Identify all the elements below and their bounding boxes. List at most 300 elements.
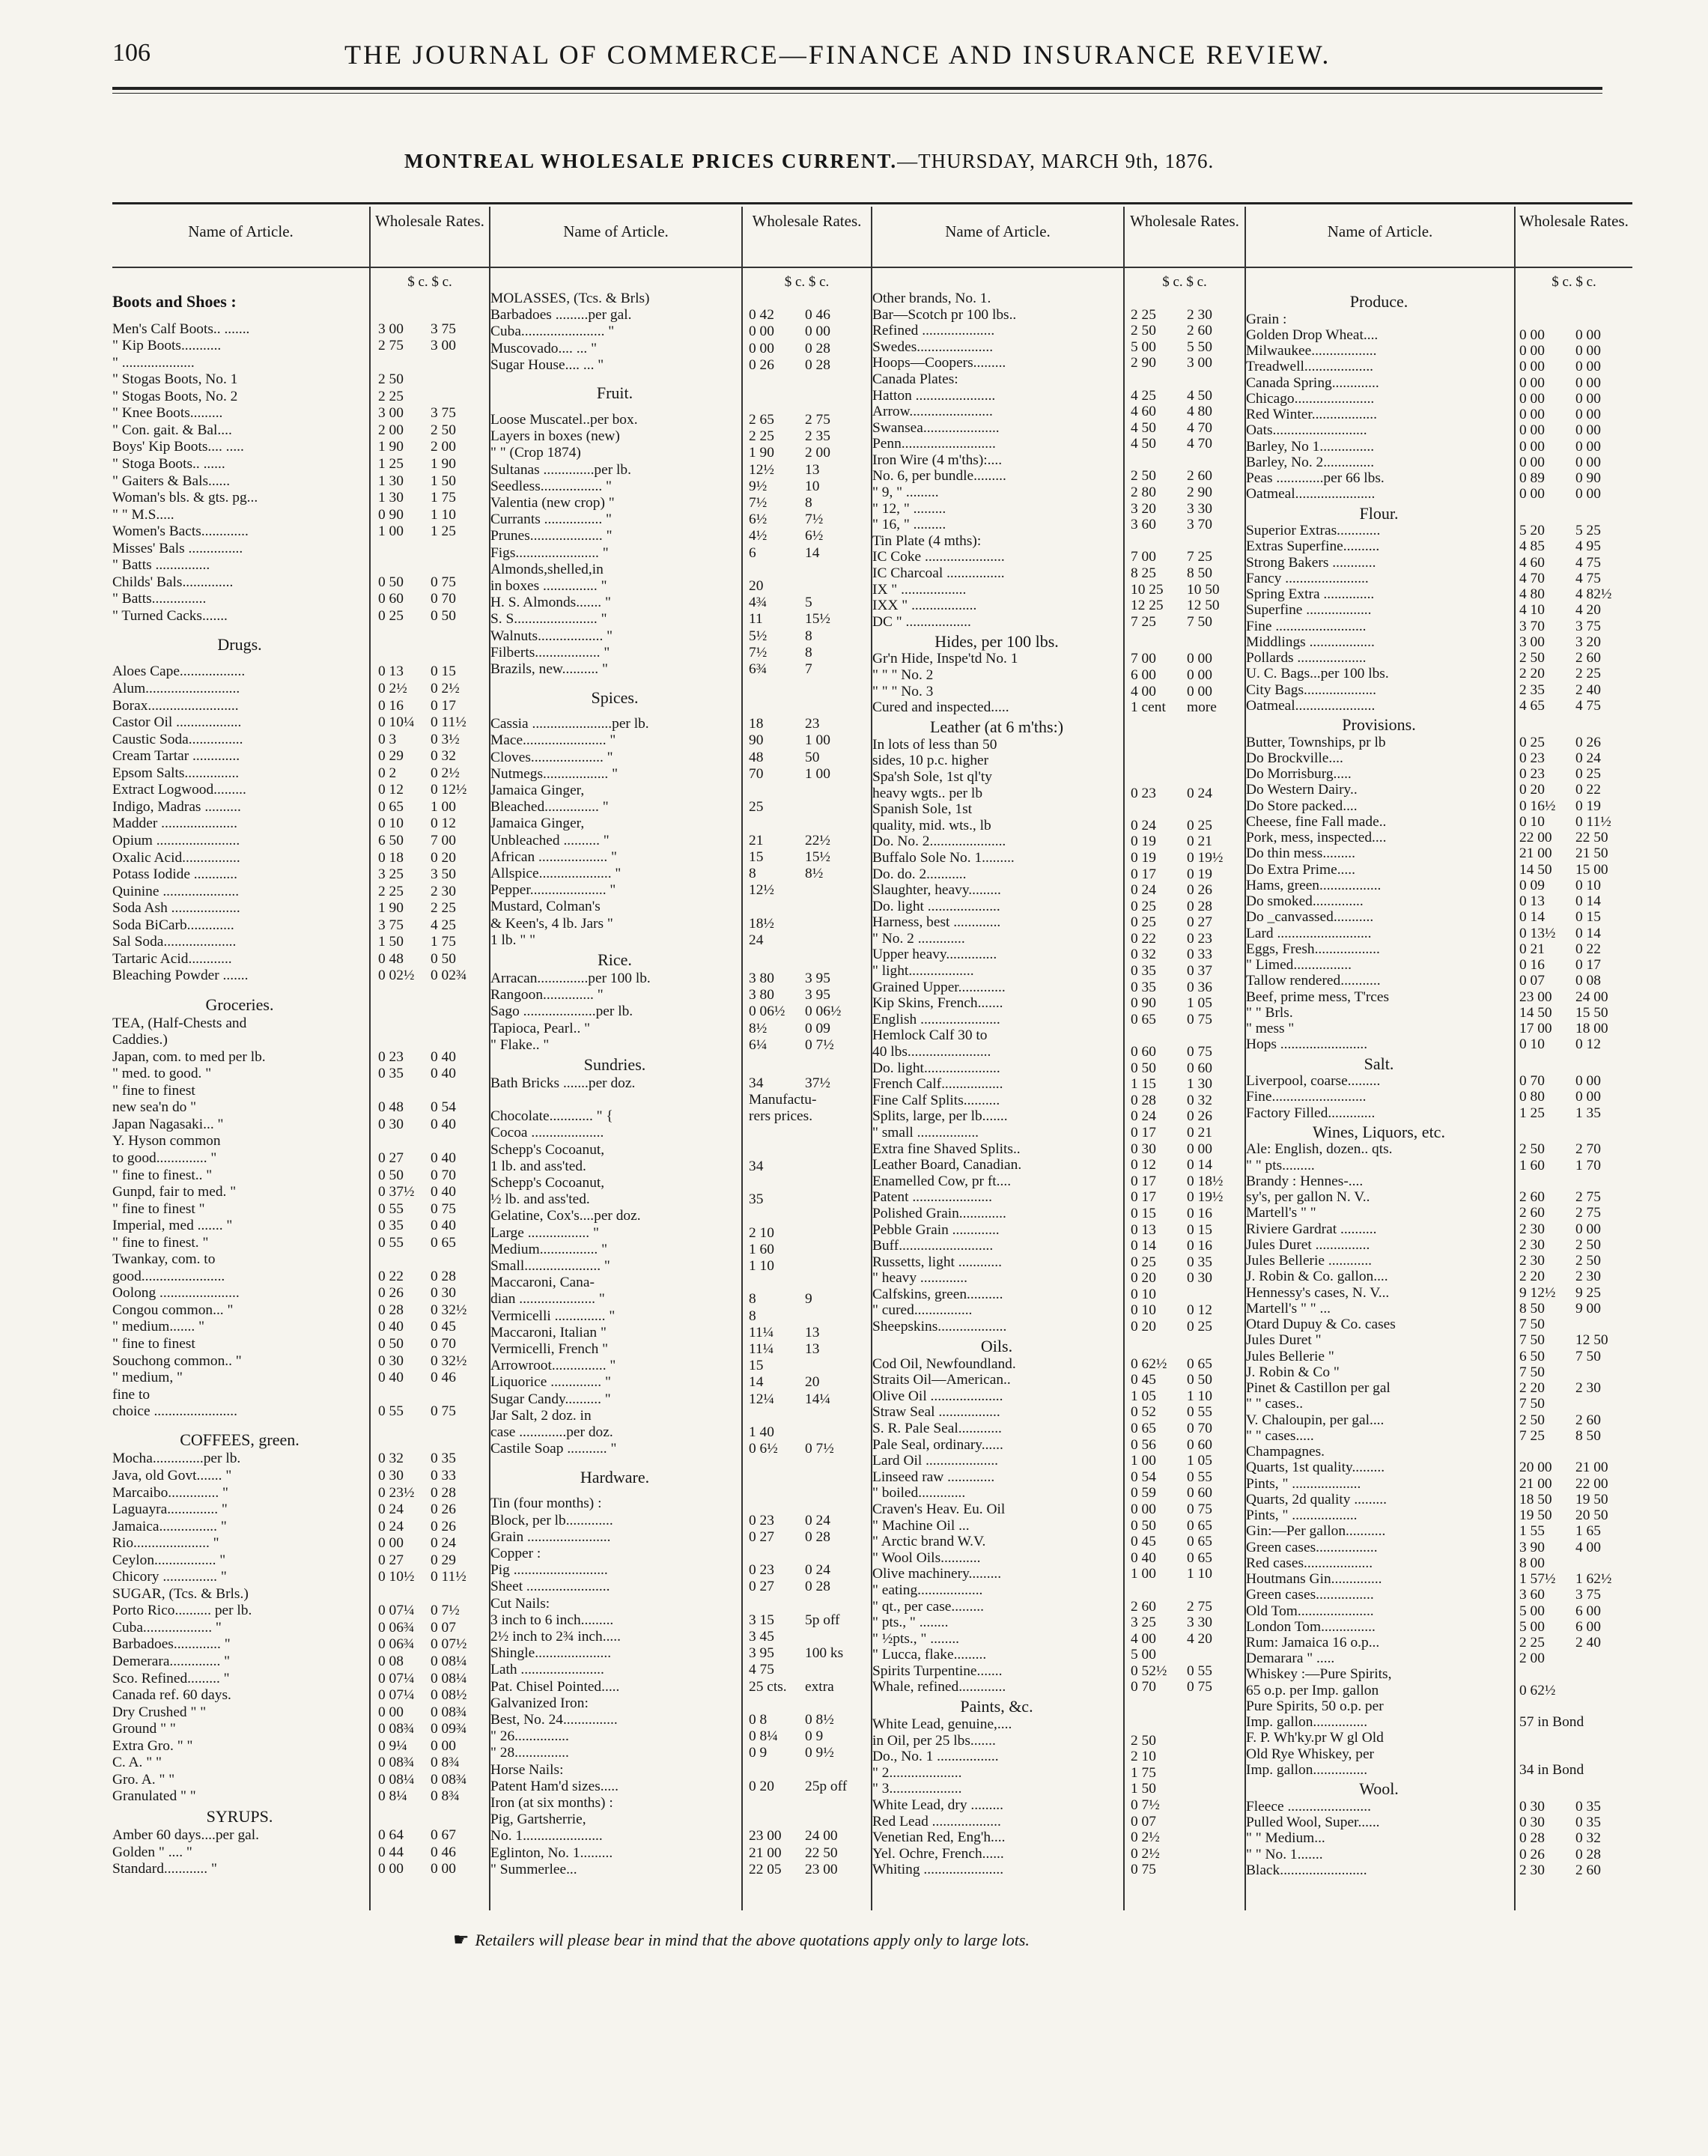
article-name: " No. 2 .............	[872, 930, 965, 947]
rate-low: 0 00	[1519, 390, 1545, 407]
rate-high: 2 60	[1575, 1862, 1601, 1878]
article-name: Dry Crushed " "	[112, 1704, 207, 1720]
rate-low: 1 00	[1131, 1566, 1156, 1582]
rate-low: 3 90	[1519, 1539, 1545, 1555]
rate-low: 0 45	[1131, 1372, 1156, 1388]
rate-low: 0 16	[378, 697, 404, 714]
rate-high: 22 00	[1575, 1475, 1608, 1492]
article-name: White Lead, dry .........	[872, 1797, 1003, 1814]
article-name: Copper :	[490, 1546, 541, 1562]
rate-low: 2 60	[1519, 1205, 1545, 1221]
rate-high: 8 50	[1187, 565, 1212, 581]
article-name: Muscovado.... ... "	[490, 340, 598, 356]
article-name: Old Rye Whiskey, per	[1246, 1746, 1375, 1762]
rate-low: 5 20	[1519, 523, 1545, 539]
rate-low: 4 75	[749, 1662, 774, 1678]
article-name: Middlings ..................	[1246, 634, 1375, 650]
rate-low: 14 50	[1519, 1004, 1552, 1021]
rate-high: 0 67	[431, 1827, 456, 1844]
rate-high: 0 40	[431, 1048, 456, 1065]
article-name: Sugar House.... ... "	[490, 356, 604, 373]
rate-high: 0 28	[805, 1528, 830, 1545]
article-name: Chicory ............... "	[112, 1569, 227, 1585]
rate-low: 0 50	[378, 1167, 404, 1183]
rate-low: 3 15	[749, 1612, 774, 1628]
rate-low: 0 90	[378, 506, 404, 523]
rate-high: 0 23	[1187, 930, 1212, 947]
rate-low: 0 26	[1519, 1846, 1545, 1862]
rate-low: 0 50	[1131, 1060, 1156, 1076]
article-name: Grained Upper.............	[872, 979, 1006, 995]
article-name: " Machine Oil ...	[872, 1517, 970, 1534]
rate-low: 0 22	[1131, 930, 1156, 947]
article-name: Twankay, com. to	[112, 1251, 216, 1268]
article-name: Iron Wire (4 m'ths):....	[872, 452, 1003, 468]
rate-low: 3 00	[378, 321, 404, 337]
rate-low: 0 22	[378, 1268, 404, 1284]
rate-high: 0 60	[1187, 1485, 1212, 1501]
article-name: quality, mid. wts., lb	[872, 817, 991, 833]
article-name: " Turned Cacks.......	[112, 608, 228, 624]
article-name: Otard Dupuy & Co. cases	[1246, 1317, 1396, 1333]
rate-low: 6 50	[378, 832, 404, 848]
rate-high: 4 25	[431, 917, 456, 933]
rate-high: 0 19	[1575, 798, 1601, 814]
col4-name-header: Name of Article.	[1327, 222, 1433, 240]
article-name: " boiled.............	[872, 1485, 966, 1501]
rate-low: 2 90	[1131, 355, 1156, 371]
rate-high: 0 07	[431, 1619, 456, 1636]
rate-high: 0 28	[431, 1268, 456, 1284]
rate-low: 8 50	[1519, 1300, 1545, 1317]
rate-low: 2 80	[1131, 485, 1156, 501]
col2-rates-header: Wholesale Rates.	[752, 212, 862, 230]
rate-high: 0 21	[1187, 833, 1212, 850]
rate-high: 0 00	[1187, 683, 1212, 699]
article-name: Best, No. 24...............	[490, 1712, 618, 1728]
rate-high: 0 35	[1187, 1254, 1212, 1270]
rate-low: 0 00	[1519, 422, 1545, 439]
rate-high: 25p off	[805, 1778, 848, 1794]
rate-high: 0 17	[1575, 957, 1601, 974]
rate-low: 1 50	[1131, 1781, 1156, 1797]
article-name: City Bags....................	[1246, 681, 1376, 698]
article-name: Arrow.......................	[872, 404, 993, 420]
rate-low: 0 07	[1131, 1813, 1156, 1829]
rate-high: 0 08¼	[431, 1670, 467, 1686]
rate-low: 0 24	[1131, 1108, 1156, 1125]
rate-high: 50	[805, 749, 820, 765]
article-name: Straits Oil—American..	[872, 1372, 1011, 1388]
rate-high: 0 60	[1187, 1060, 1212, 1076]
article-name: Sco. Refined......... "	[112, 1670, 230, 1686]
article-name: Green cases.................	[1246, 1539, 1378, 1555]
article-name: Tin Plate (4 mths):	[872, 532, 982, 549]
rate-low: 3 75	[378, 917, 404, 933]
rate-high: 4 75	[1575, 554, 1601, 571]
rate-low: 2 30	[1519, 1862, 1545, 1878]
rate-high: 0 20	[431, 849, 456, 866]
rate-low: 3 25	[1131, 1615, 1156, 1631]
rate-low: 3 45	[749, 1629, 774, 1645]
rate-high: 0 00	[1575, 407, 1601, 423]
article-name: Treadwell...................	[1246, 359, 1374, 375]
rate-high: 0 12	[1575, 1036, 1601, 1053]
article-name: Sheepskins...................	[872, 1319, 1007, 1335]
rate-low: 0 52½	[1131, 1662, 1167, 1679]
article-name: Pollards ...................	[1246, 650, 1367, 666]
rate-low: 2 50	[1519, 1412, 1545, 1428]
rate-low: 0 00	[749, 324, 774, 340]
rate-low: 0 70	[1519, 1073, 1545, 1090]
rate-high: 0 46	[431, 1844, 456, 1860]
rate-high: 0 15	[1187, 1221, 1212, 1238]
rate-high: 0 32½	[431, 1302, 467, 1318]
rate-low: 0 10	[1519, 1036, 1545, 1053]
article-name: Whiting ......................	[872, 1862, 1004, 1878]
rate-high: 0 75	[431, 1403, 456, 1420]
rate-low: 2 50	[1519, 1141, 1545, 1158]
column-1	[112, 207, 489, 1910]
pointing-hand-icon: ☛	[453, 1931, 469, 1950]
article-name: " medium, "	[112, 1370, 183, 1386]
rate-high: 0 24	[1575, 750, 1601, 766]
article-name: " fine to finest.. "	[112, 1167, 213, 1183]
article-name: Other brands, No. 1.	[872, 291, 991, 306]
article-name: Castor Oil ..................	[112, 714, 242, 731]
rate-low: 0 2½	[1131, 1829, 1160, 1846]
prices-title-main: MONTREAL WHOLESALE PRICES CURRENT.	[404, 150, 898, 172]
rate-high: 0 7½	[431, 1603, 460, 1619]
rate-high: 0 09¾	[431, 1721, 467, 1737]
article-name: in Oil, per 25 lbs.......	[872, 1732, 996, 1749]
article-name: " mess "	[1246, 1021, 1295, 1037]
rate-high: 0 50	[431, 950, 456, 967]
article-name: 1 lb. " "	[490, 932, 535, 948]
article-name: " Summerlee...	[490, 1861, 577, 1877]
article-name: " Con. gait. & Bal....	[112, 422, 232, 438]
rate-low: 0 17	[1131, 1124, 1156, 1141]
rate-high: 5 25	[1575, 523, 1601, 539]
article-name: IX " ..................	[872, 581, 967, 598]
rate-high: 2 50	[1575, 1253, 1601, 1269]
article-name: " " " No. 3	[872, 683, 934, 699]
article-name: Congou common... "	[112, 1302, 234, 1318]
rate-low: 0 13	[1519, 893, 1545, 910]
rate-high: 6 00	[1575, 1603, 1601, 1619]
article-name: Buff..........................	[872, 1238, 994, 1254]
rate-low: 0 10	[1519, 813, 1545, 830]
rate-low: 0 30	[1519, 1798, 1545, 1815]
section-heading: Salt.	[1364, 1054, 1394, 1073]
rate-low: 0 09	[1519, 877, 1545, 893]
rate-high: 0 26	[1187, 882, 1212, 899]
rate-low: 0 00	[1519, 374, 1545, 391]
rate-low: 0 50	[378, 1336, 404, 1352]
article-name: Epsom Salts...............	[112, 765, 240, 781]
article-name: Galvanized Iron:	[490, 1695, 589, 1711]
rate-high: 0 40	[431, 1116, 456, 1132]
rate-high: 0 70	[1187, 1421, 1212, 1437]
article-name: Red Winter..................	[1246, 407, 1377, 423]
article-name: Butter, Townships, pr lb	[1246, 734, 1386, 750]
rate-high: 0 27	[1187, 914, 1212, 931]
rate-low: 1 57½	[1519, 1571, 1556, 1588]
rate-high: 0 25	[1575, 766, 1601, 783]
rate-high: 13	[805, 461, 820, 478]
rate-low: 1 75	[1131, 1764, 1156, 1781]
rate-low: 2 10	[749, 1224, 774, 1241]
article-name: " Lucca, flake.........	[872, 1647, 987, 1663]
rate-high: 2 50	[431, 422, 456, 438]
table-top-rule	[112, 202, 1632, 204]
rate-high: 2 35	[805, 428, 830, 445]
rate-high: 0 15	[1575, 909, 1601, 926]
article-name: Linseed raw .............	[872, 1469, 995, 1485]
rate-low: 0 16½	[1519, 798, 1556, 814]
rate-high: 3 70	[1187, 517, 1212, 533]
rate-high: 1 30	[1187, 1076, 1212, 1093]
rate-low: 0 54	[1131, 1469, 1156, 1485]
article-name: Swedes.....................	[872, 338, 994, 355]
article-name: " " " No. 2	[872, 667, 934, 683]
section-heading: Boots and Shoes :	[112, 292, 237, 312]
rate-low: 0 64	[378, 1827, 404, 1844]
rate-low: 3 00	[378, 405, 404, 422]
rate-high: 9	[805, 1291, 812, 1308]
rate-low: 0 23	[749, 1562, 774, 1579]
article-name: Barbadoes .........per gal.	[490, 307, 632, 324]
article-name: Currants ................ "	[490, 511, 612, 528]
article-name: Olive machinery.........	[872, 1566, 1002, 1582]
rate-high: 0 26	[1187, 1108, 1212, 1125]
article-name: London Tom...............	[1246, 1618, 1376, 1635]
rate-low: 23 00	[749, 1828, 782, 1844]
rate-low: 90	[749, 732, 764, 749]
rate-high: 7 25	[1187, 549, 1212, 565]
section-heading: SYRUPS.	[206, 1807, 273, 1826]
article-name: Horse Nails:	[490, 1761, 564, 1778]
rate-low: 0 55	[378, 1200, 404, 1217]
article-name: Golden " .... "	[112, 1844, 192, 1860]
rate-high: 2 75	[805, 412, 830, 428]
article-name: Extract Logwood.........	[112, 782, 246, 798]
rate-high: 3 75	[1575, 1587, 1601, 1603]
rate-high: 0 14	[1187, 1157, 1212, 1173]
article-name: " 16, " .........	[872, 517, 946, 533]
article-name: No. 6, per bundle.........	[872, 468, 1006, 485]
article-name: Extra fine Shaved Splits..	[872, 1141, 1021, 1157]
rate-high: 0 36	[1187, 979, 1212, 995]
article-name: Gelatine, Cox's....per doz.	[490, 1208, 641, 1224]
rate-low: 2 00	[378, 422, 404, 438]
rate-high: 0 40	[431, 1150, 456, 1166]
rate-high: 2 75	[1575, 1189, 1601, 1206]
rate-low: 3 60	[1519, 1587, 1545, 1603]
rate-high: 0 00	[1187, 667, 1212, 683]
article-name: Childs' Bals..............	[112, 574, 234, 590]
rate-low: 0 62½	[1519, 1682, 1556, 1698]
rate-low: 2 25	[749, 428, 774, 445]
rate-low: 0 48	[378, 950, 404, 967]
rate-low: 0 2	[378, 765, 397, 781]
article-name: Grain .......................	[490, 1528, 611, 1545]
rate-low: 5 00	[1519, 1618, 1545, 1635]
rate-low: 0 23½	[378, 1484, 415, 1501]
rate-low: 7 50	[1519, 1364, 1545, 1380]
rate-low: 0 21	[1519, 941, 1545, 957]
article-name: Lath .......................	[490, 1662, 604, 1678]
section-heading: Provisions.	[1342, 715, 1416, 735]
rate-low: 4 70	[1519, 570, 1545, 586]
rate-high: 0 24	[805, 1562, 830, 1579]
article-name: Maccaroni, Italian "	[490, 1324, 607, 1340]
rate-high: 0 45	[431, 1319, 456, 1335]
rate-low: 34 in Bond	[1519, 1761, 1584, 1778]
rate-high: 8	[805, 628, 812, 644]
article-name: " medium....... "	[112, 1319, 205, 1335]
article-name: case .............per doz.	[490, 1424, 613, 1440]
article-name: Imp. gallon...............	[1246, 1761, 1368, 1778]
rate-high: 0 70	[431, 1167, 456, 1183]
rate-low: 2 00	[1519, 1651, 1545, 1667]
rate-low: rers prices.	[749, 1108, 813, 1125]
rate-low: 0 07	[1519, 973, 1545, 989]
rate-high: 0 7½	[805, 1441, 834, 1457]
rate-high: extra	[805, 1678, 834, 1695]
rate-low: 9½	[749, 478, 768, 494]
rate-low: 57 in Bond	[1519, 1714, 1584, 1731]
rate-low: 1 05	[1131, 1388, 1156, 1404]
rate-high: 0 54	[431, 1099, 456, 1116]
rate-low: 0 20	[1131, 1270, 1156, 1287]
rate-high: 2 75	[1575, 1205, 1601, 1221]
article-name: Brandy : Hennes-....	[1246, 1173, 1364, 1189]
rate-high: 0 00	[1187, 651, 1212, 667]
rate-high: 7½	[805, 511, 824, 528]
rate-low: 0 9	[749, 1745, 768, 1761]
article-name: Do thin mess.........	[1246, 845, 1355, 862]
column-4	[1246, 207, 1632, 1910]
article-name: Pork, mess, inspected....	[1246, 830, 1387, 846]
rate-low: 2 65	[749, 412, 774, 428]
rate-low: 0 06¾	[378, 1636, 415, 1653]
rate-low: 0 26	[378, 1285, 404, 1302]
article-name: Madder .....................	[112, 816, 237, 832]
rate-high: 0 00	[431, 1737, 456, 1754]
article-name: Fleece .......................	[1246, 1798, 1371, 1815]
rate-low: 0 13	[1131, 1221, 1156, 1238]
rate-high: 3 00	[431, 338, 456, 354]
rate-high: 14	[805, 544, 820, 561]
rate-high: 12 50	[1575, 1332, 1608, 1349]
rate-low: 0 17	[1131, 866, 1156, 882]
rate-high: 4 95	[1575, 538, 1601, 555]
rate-low: 7 25	[1519, 1427, 1545, 1444]
article-name: Canada Spring.............	[1246, 374, 1379, 391]
rate-low: 1 90	[378, 900, 404, 917]
article-name: Yel. Ochre, French......	[872, 1845, 1004, 1862]
article-name: " 9, " .........	[872, 485, 939, 501]
rate-low: 6 50	[1519, 1348, 1545, 1364]
rate-low: 2 20	[1519, 666, 1545, 682]
article-name: Eglinton, No. 1.........	[490, 1844, 613, 1861]
rate-low: 0 08	[378, 1654, 404, 1670]
rate-low: 1 60	[749, 1241, 774, 1257]
rate-high: 3 95	[805, 970, 830, 986]
article-name: Superfine ..................	[1246, 602, 1372, 619]
rate-high: 0 00	[1575, 1089, 1601, 1105]
rate-low: 0 42	[749, 307, 774, 324]
article-name: Do _canvassed...........	[1246, 909, 1374, 926]
article-name: Castile Soap ........... "	[490, 1441, 617, 1457]
rate-low: 0 90	[1131, 995, 1156, 1012]
section-heading: Leather (at 6 m'ths:)	[929, 717, 1064, 737]
rate-low: 2 10	[1131, 1749, 1156, 1765]
rate-low: 6¾	[749, 661, 768, 678]
rate-low: 4 65	[1519, 697, 1545, 714]
col2-currency: $ c. $ c.	[784, 274, 830, 290]
rate-high: 0 25	[1187, 1319, 1212, 1335]
rate-high: 0 06½	[805, 1003, 842, 1020]
rate-low: 0 00	[1519, 438, 1545, 455]
rate-high: 1 62½	[1575, 1571, 1612, 1588]
article-name: Whale, refined.............	[872, 1679, 1006, 1695]
rate-low: 15	[749, 1358, 764, 1374]
rate-low: 4 80	[1519, 586, 1545, 603]
rate-low: 0 40	[378, 1319, 404, 1335]
rate-high: 0 28	[805, 356, 830, 373]
article-name: Pebble Grain .............	[872, 1221, 1000, 1238]
rate-high: 0 21	[1187, 1124, 1212, 1141]
rate-high: 3 75	[431, 405, 456, 422]
section-heading: Sundries.	[583, 1055, 646, 1075]
rate-high: 24 00	[805, 1828, 838, 1844]
article-name: Green cases................	[1246, 1587, 1374, 1603]
rate-low: 7 25	[1131, 613, 1156, 630]
rate-high: 0 8½	[805, 1712, 834, 1728]
rate-low: 0 27	[749, 1579, 774, 1595]
rate-high: 0 8¾	[431, 1788, 460, 1805]
article-name: Jules Bellerie "	[1246, 1348, 1334, 1364]
article-name: " light..................	[872, 963, 974, 980]
article-name: Bleaching Powder .......	[112, 968, 249, 984]
article-name: Medium................ "	[490, 1241, 608, 1257]
article-name: Ceylon................. "	[112, 1552, 226, 1568]
rate-low: 0 52	[1131, 1404, 1156, 1421]
article-name: Java, old Govt....... "	[112, 1467, 232, 1484]
rate-low: 5 00	[1131, 338, 1156, 355]
article-name: Canada Plates:	[872, 371, 958, 387]
rate-low: 0 02½	[378, 968, 415, 984]
article-name: Cod Oil, Newfoundland.	[872, 1355, 1016, 1372]
article-name: Do Morrisburg.....	[1246, 766, 1352, 783]
rate-high: 2 60	[1575, 1412, 1601, 1428]
rate-high: 0 12	[1187, 1302, 1212, 1319]
article-name: Do. light.....................	[872, 1060, 1000, 1076]
rate-high: 15½	[805, 611, 830, 628]
rate-low: 12½	[749, 882, 774, 899]
rate-high: 0 65	[1187, 1534, 1212, 1550]
article-name: IC Charcoal ................	[872, 565, 1005, 581]
article-name: " med. to good. "	[112, 1066, 212, 1082]
article-name: DC " ..................	[872, 613, 971, 630]
rate-low: 2 50	[1131, 323, 1156, 339]
article-name: " " cases..	[1246, 1396, 1304, 1412]
rate-low: 48	[749, 749, 764, 765]
rate-high: 5p off	[805, 1612, 840, 1628]
article-name: Japan Nagasaki... "	[112, 1116, 224, 1132]
